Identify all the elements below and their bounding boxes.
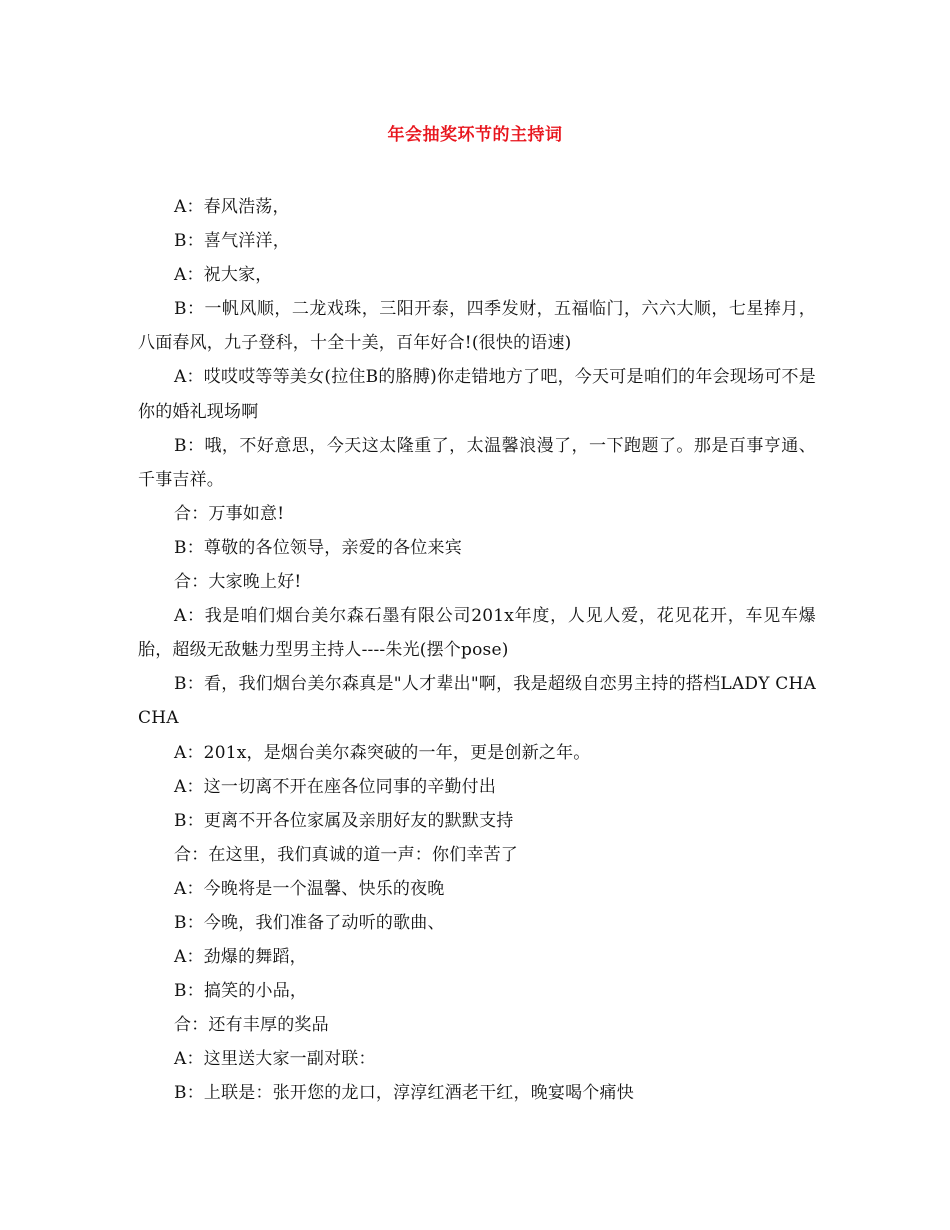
- paragraph: A：这一切离不开在座各位同事的辛勤付出: [174, 776, 497, 797]
- paragraph: A：这里送大家一副对联：: [174, 1049, 376, 1070]
- paragraph: A：祝大家，: [174, 265, 273, 286]
- paragraph: B：喜气洋洋，: [174, 231, 290, 252]
- paragraph: 合：在这里，我们真诚的道一声：你们幸苦了: [174, 844, 518, 865]
- paragraph: B：尊敬的各位领导，亲爱的各位来宾: [174, 537, 462, 558]
- paragraph: A：我是咱们烟台美尔森石墨有限公司201x年度，人见人爱，花见花开，车见车爆胎，超级无敌魅力型男主持人----朱光(摆个pose): [138, 606, 816, 661]
- paragraph: B：看，我们烟台美尔森真是"人才辈出"啊，我是超级自恋男主持的搭档LADY CHACHA: [138, 674, 816, 729]
- paragraph: 合：大家晚上好!: [174, 572, 302, 593]
- paragraph: 合：万事如意!: [174, 503, 285, 524]
- paragraph: B：今晚，我们准备了动听的歌曲、: [174, 912, 445, 933]
- paragraph: B：更离不开各位家属及亲朋好友的默默支持: [174, 810, 514, 831]
- document-body: [138, 190, 816, 1111]
- paragraph: A：今晚将是一个温馨、快乐的夜晚: [174, 878, 445, 899]
- document-title: 年会抽奖环节的主持词: [387, 125, 563, 145]
- paragraph: 合：还有丰厚的奖品: [174, 1015, 329, 1036]
- paragraph: A：201x，是烟台美尔森突破的一年，更是创新之年。: [174, 742, 591, 763]
- paragraph: A：哎哎哎等等美女(拉住B的胳膊)你走错地方了吧，今天可是咱们的年会现场可不是你的婚礼现场啊: [138, 367, 816, 422]
- paragraph: A：春风浩荡，: [174, 197, 290, 217]
- paragraph: B：哦，不好意思，今天这太隆重了，太温馨浪漫了，一下跑题了。那是百事亨通、千事吉祥。: [138, 435, 816, 490]
- paragraph: B：一帆风顺，二龙戏珠，三阳开泰，四季发财，五福临门，六六大顺，七星捧月，八面春风，九子登科，十全十美，百年好合!(很快的语速): [138, 299, 816, 354]
- paragraph: A：劲爆的舞蹈，: [174, 947, 307, 968]
- paragraph: B：上联是：张开您的龙口，淳淳红酒老干红，晚宴喝个痛快: [174, 1083, 634, 1104]
- paragraph: B：搞笑的小品，: [174, 981, 308, 1002]
